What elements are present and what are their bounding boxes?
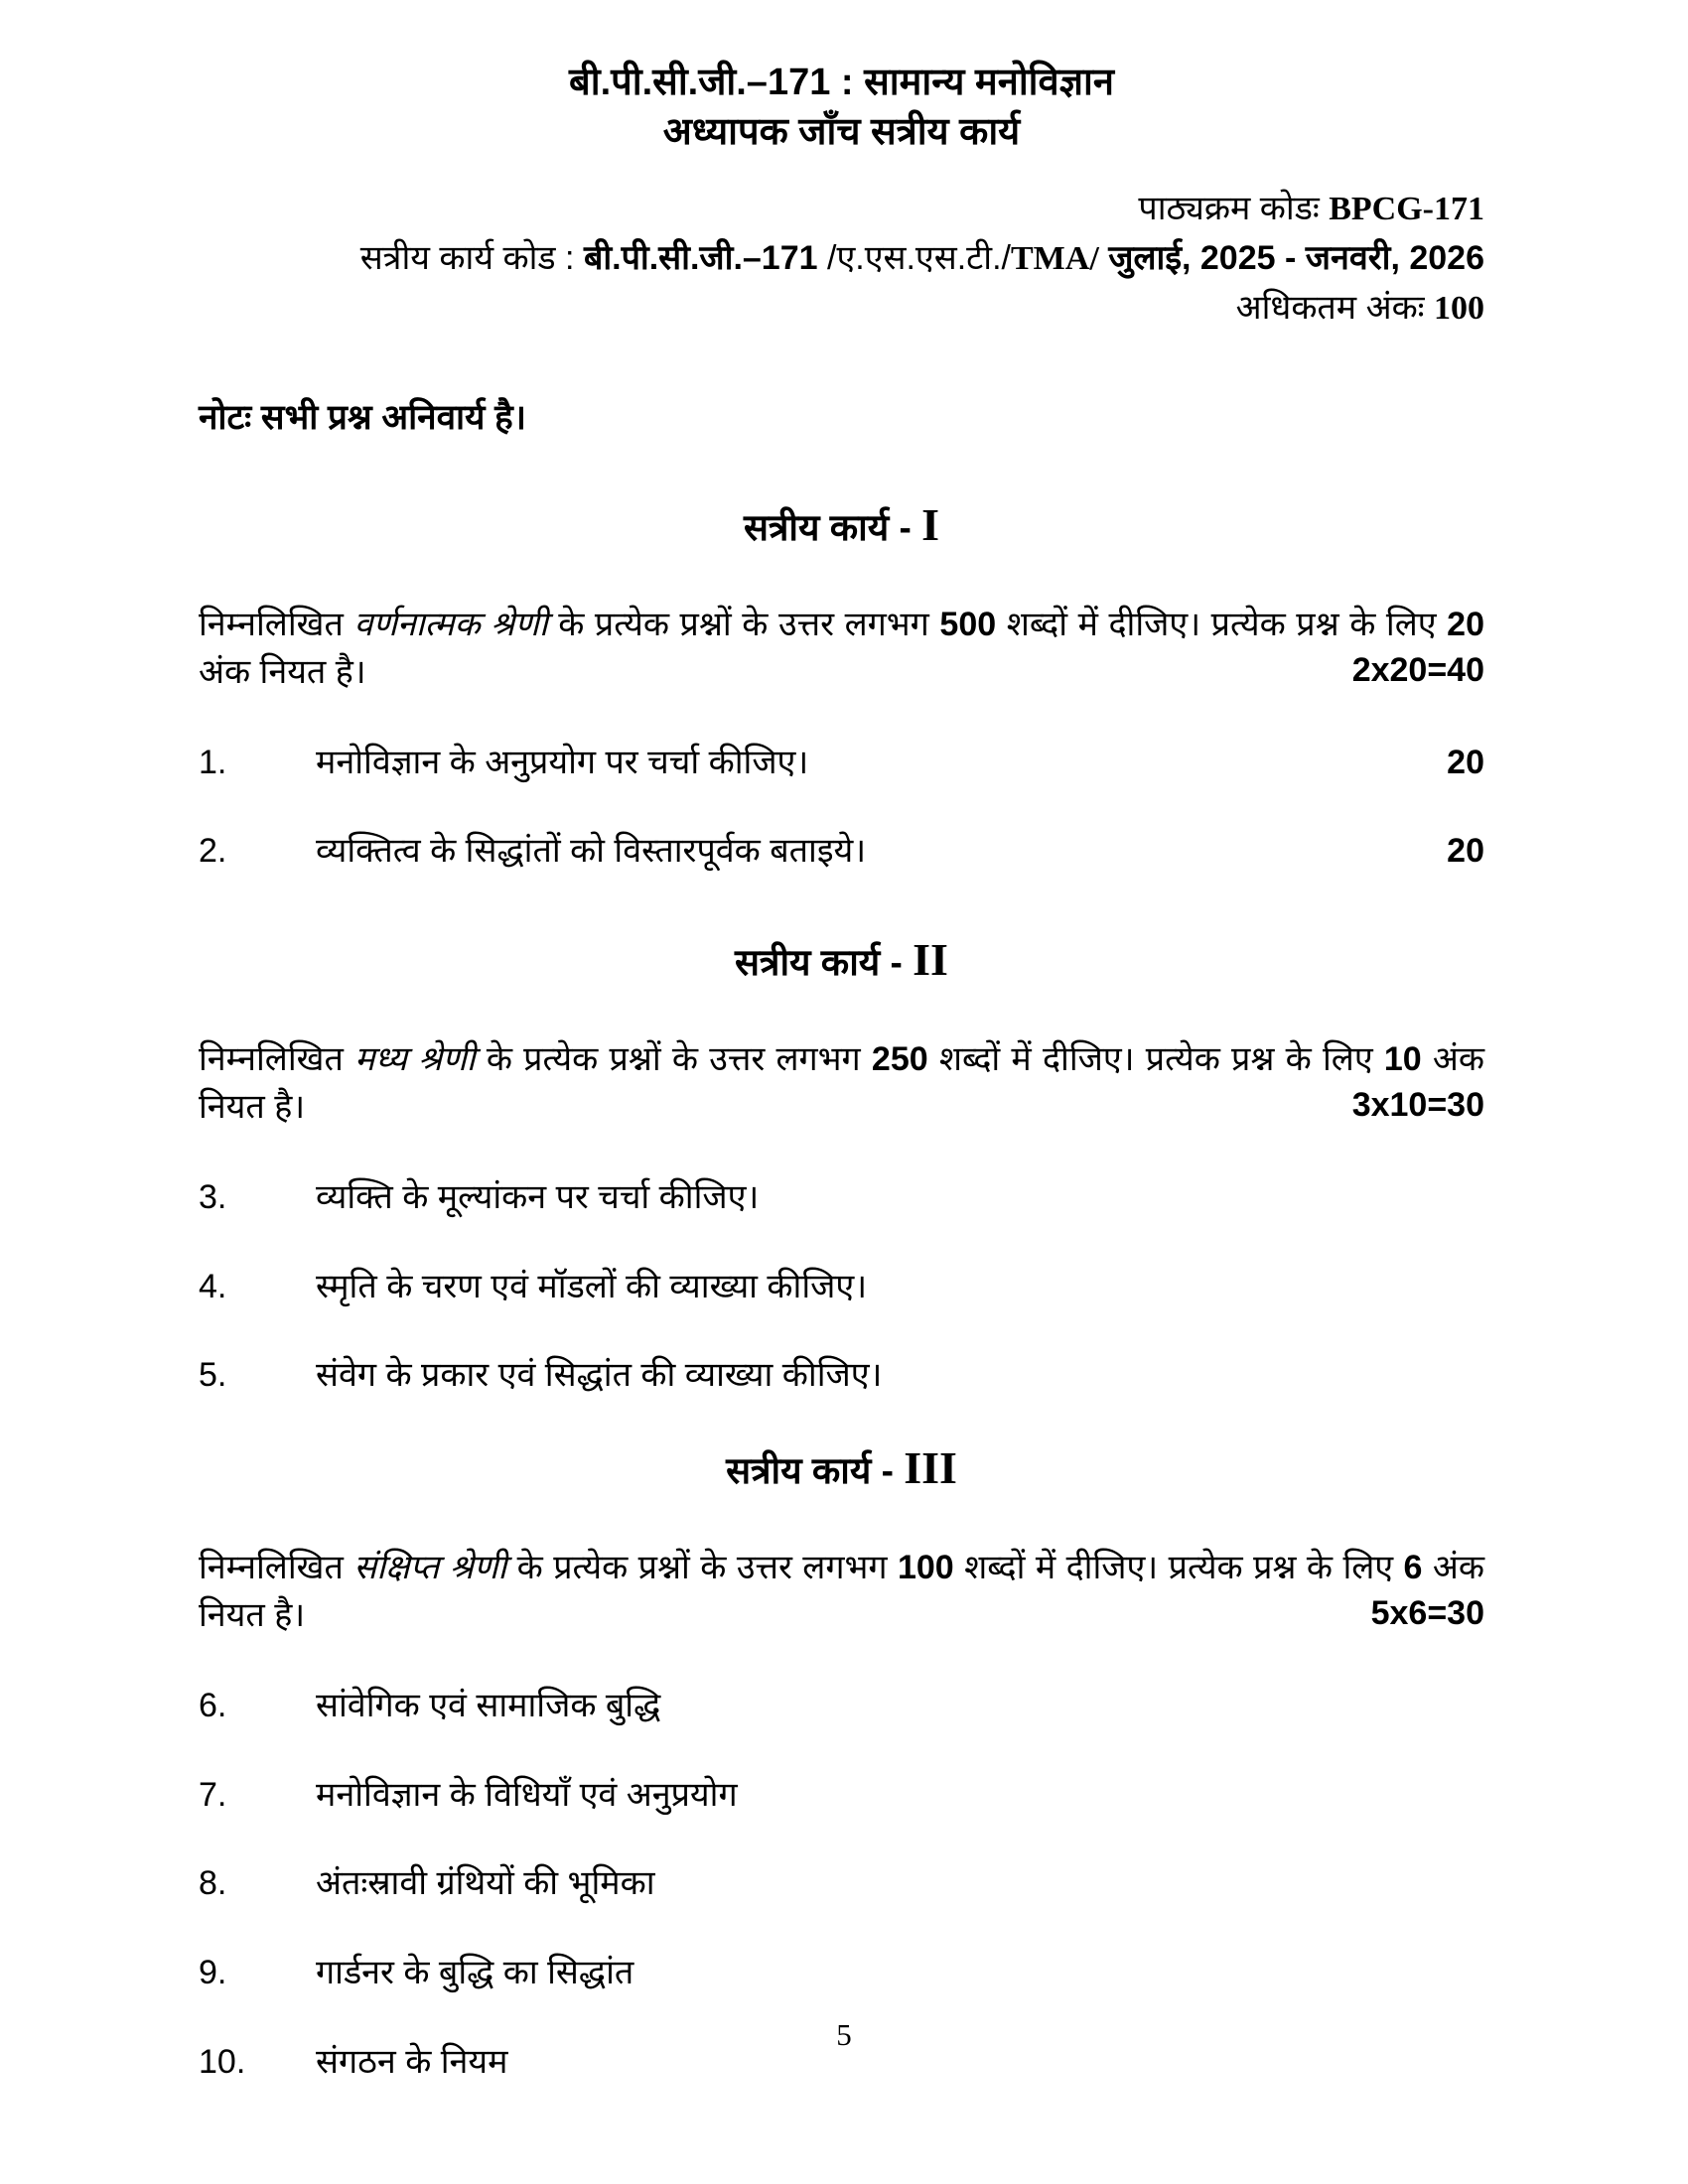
intro-text: के प्रत्येक प्रश्नों के उत्तर लगभग <box>506 1549 898 1587</box>
question-marks: 20 <box>1447 832 1484 871</box>
header-meta <box>199 185 1484 334</box>
intro-text: अंक नियत है। <box>199 653 366 692</box>
intro-text: शब्दों में दीजिए। प्रत्येक प्रश्न के लिए <box>927 1040 1384 1079</box>
course-code-line <box>199 185 1484 234</box>
marks-formula: 5x6=30 <box>1370 1594 1484 1633</box>
max-marks-label: अधिकतम अंकः <box>1235 289 1434 328</box>
question-row <box>199 1951 1484 1996</box>
question-text: मनोविज्ञान के विधियाँ एवं अनुप्रयोग <box>316 1775 738 1814</box>
question-text: स्मृति के चरण एवं मॉडलों की व्याख्या कीजिए। <box>316 1267 868 1305</box>
intro-marks-per-question: 20 <box>1447 605 1484 643</box>
section-2-intro <box>199 1035 1484 1132</box>
intro-text: शब्दों में दीजिए। प्रत्येक प्रश्न के लिए <box>953 1549 1404 1587</box>
question-text: संगठन के नियम <box>316 2043 508 2082</box>
assignment-code-label: सत्रीय कार्य कोड : <box>359 239 584 278</box>
question-number: 2. <box>199 832 227 871</box>
intro-word-count: 250 <box>871 1040 928 1079</box>
section-3-heading-text: सत्रीय कार्य - <box>726 1450 894 1492</box>
question-row <box>199 1684 1484 1729</box>
assignment-code-line <box>199 234 1484 284</box>
question-text: अंतःस्रावी ग्रंथियों की भूमिका <box>316 1864 655 1903</box>
question-row <box>199 1773 1484 1819</box>
page-number: 5 <box>836 2017 852 2052</box>
section-1-heading <box>199 495 1484 555</box>
question-number: 8. <box>199 1864 227 1903</box>
intro-prefix: निम्नलिखित <box>199 1040 355 1079</box>
intro-text: के प्रत्येक प्रश्नों के उत्तर लगभग <box>547 605 940 643</box>
question-row <box>199 1353 1484 1399</box>
question-number: 3. <box>199 1177 227 1216</box>
question-text: व्यक्ति के मूल्यांकन पर चर्चा कीजिए। <box>316 1177 760 1216</box>
max-marks-value: 100 <box>1434 290 1484 328</box>
intro-word-count: 100 <box>897 1549 954 1587</box>
question-row <box>199 829 1484 875</box>
assignment-code-course: बी.पी.सी.जी.–171 <box>583 239 818 278</box>
intro-prefix: निम्नलिखित <box>199 1549 354 1587</box>
question-row <box>199 741 1484 786</box>
question-number: 1. <box>199 743 227 781</box>
question-marks: 20 <box>1447 743 1484 781</box>
section-1-heading-text: सत्रीय कार्य - <box>743 507 912 549</box>
section-2-heading <box>199 930 1484 990</box>
intro-text: शब्दों में दीजिए। प्रत्येक प्रश्न के लिए <box>996 605 1448 643</box>
question-text: सांवेगिक एवं सामाजिक बुद्धि <box>316 1686 661 1724</box>
question-text: व्यक्तित्व के सिद्धांतों को विस्तारपूर्वक बताइये। <box>316 832 867 871</box>
course-title-line: बी.पी.सी.जी.–171 : सामान्य मनोविज्ञान <box>569 62 1114 103</box>
note-line: नोटः सभी प्रश्न अनिवार्य है। <box>199 398 526 438</box>
intro-category: वर्णनात्मक श्रेणी <box>353 605 548 643</box>
question-text: संवेग के प्रकार एवं सिद्धांत की व्याख्या कीजिए। <box>316 1356 883 1395</box>
intro-marks-per-question: 10 <box>1383 1040 1422 1079</box>
intro-marks-per-question: 6 <box>1403 1549 1423 1587</box>
intro-text: अंक नियत है। <box>199 1040 1484 1127</box>
question-row <box>199 1265 1484 1310</box>
assignment-code-session: जुलाई, 2025 - जनवरी, 2026 <box>1098 239 1484 278</box>
question-number: 10. <box>199 2043 246 2082</box>
section-1 <box>199 495 1484 875</box>
marks-formula: 2x20=40 <box>1351 651 1484 690</box>
question-number: 6. <box>199 1686 227 1724</box>
section-1-intro <box>199 601 1484 697</box>
section-3-heading-roman: III <box>904 1442 957 1494</box>
section-2-heading-text: सत्रीय कार्य - <box>735 942 903 984</box>
intro-category: संक्षिप्त श्रेणी <box>353 1549 507 1587</box>
question-text: मनोविज्ञान के अनुप्रयोग पर चर्चा कीजिए। <box>316 743 809 781</box>
question-number: 7. <box>199 1775 227 1814</box>
intro-prefix: निम्नलिखित <box>199 605 354 643</box>
course-code-label: पाठ्यक्रम कोडः <box>1138 190 1330 228</box>
document-title <box>199 58 1484 157</box>
assignment-title-line: अध्यापक जाँच सत्रीय कार्य <box>662 111 1021 154</box>
question-number: 4. <box>199 1267 227 1305</box>
section-3-intro <box>199 1544 1484 1640</box>
assignment-code-mid: /ए.एस.एस.टी./ <box>817 239 1011 278</box>
max-marks-line <box>199 284 1484 334</box>
question-number: 9. <box>199 1954 227 1992</box>
question-row <box>199 1861 1484 1907</box>
question-row <box>199 1175 1484 1221</box>
question-number: 5. <box>199 1356 227 1395</box>
section-2-heading-roman: II <box>913 934 948 986</box>
intro-text: के प्रत्येक प्रश्नों के उत्तर लगभग <box>475 1040 872 1079</box>
intro-text: अंक नियत है। <box>199 1549 1484 1635</box>
intro-category: मध्य श्रेणी <box>354 1040 476 1079</box>
section-1-heading-roman: I <box>921 499 939 551</box>
section-2 <box>199 930 1484 1399</box>
section-3-heading <box>199 1438 1484 1498</box>
course-code-value: BPCG-171 <box>1329 191 1484 228</box>
marks-formula: 3x10=30 <box>1351 1086 1484 1125</box>
question-text: गार्डनर के बुद्धि का सिद्धांत <box>316 1954 634 1992</box>
intro-word-count: 500 <box>939 605 997 643</box>
assignment-code-tma: TMA/ <box>1011 240 1099 278</box>
section-3 <box>199 1438 1484 2086</box>
